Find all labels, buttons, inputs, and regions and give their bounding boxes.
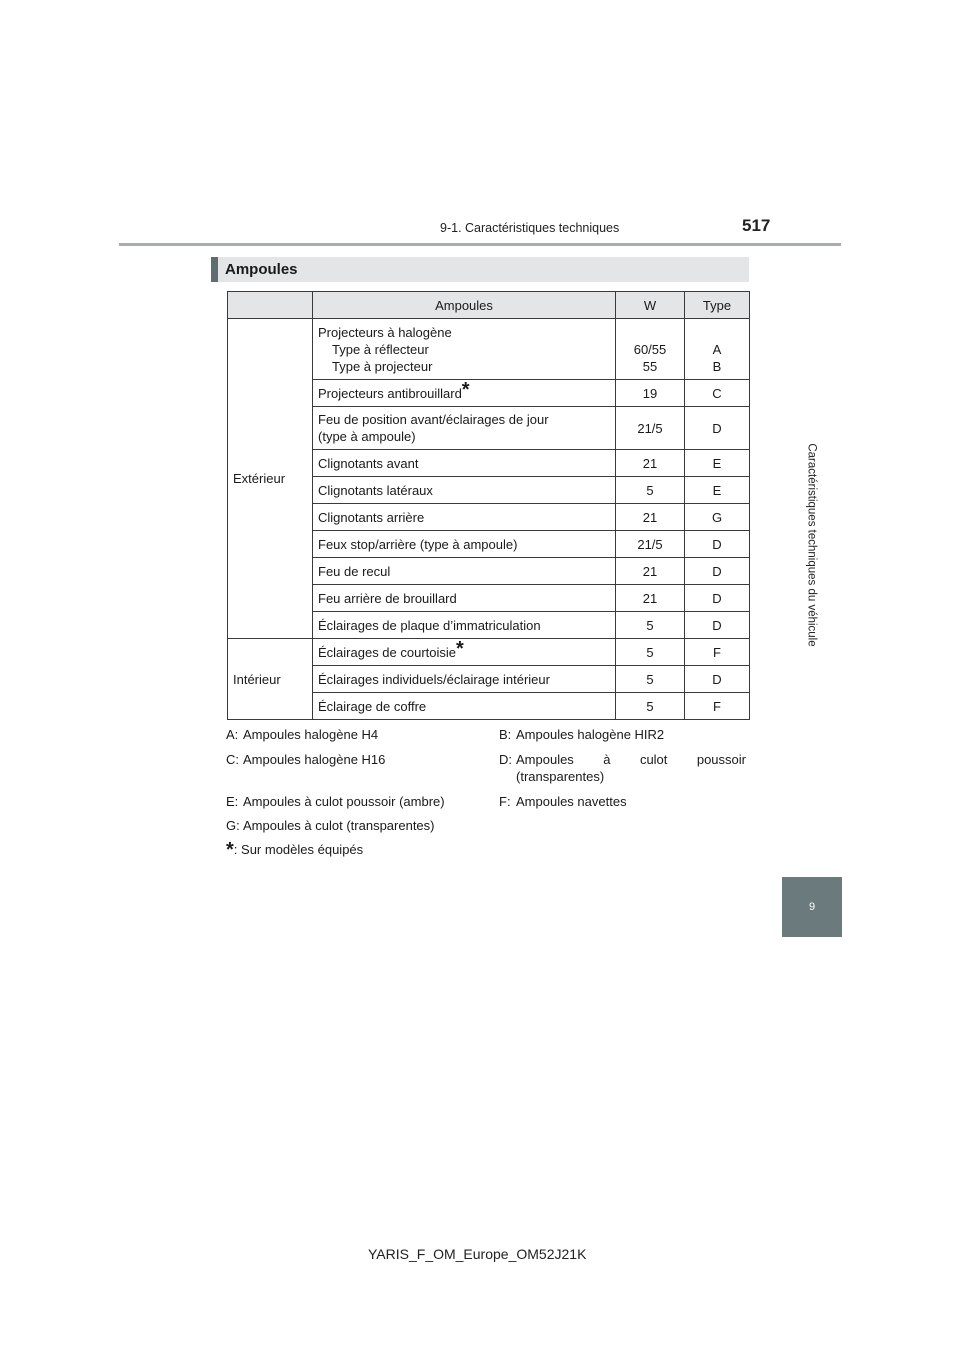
bulb-watts: 19: [616, 380, 685, 407]
footnote: [226, 839, 363, 862]
legend-item-d: [499, 751, 746, 785]
legend-item-c: [226, 751, 385, 768]
bulb-type: F: [685, 639, 750, 666]
bulb-name: Feux stop/arrière (type à ampoule): [313, 531, 616, 558]
type-value: A: [712, 341, 722, 357]
bulb-type: G: [685, 504, 750, 531]
bulb-name-line: Feu de position avant/éclairages de jour: [318, 412, 549, 427]
legend-text: Ampoules à culot (transparentes): [243, 818, 435, 833]
table-row: [228, 639, 750, 666]
footnote-text: : Sur modèles équipés: [233, 842, 364, 857]
section-marker: [211, 257, 218, 282]
bulb-watts: [616, 319, 685, 380]
legend-letter: F:: [499, 794, 511, 809]
section-title: Ampoules: [225, 261, 298, 278]
bulb-name-main: Projecteurs à halogène: [318, 324, 452, 340]
bulb-subtype: Type à projecteur: [332, 358, 433, 374]
table-row: [228, 319, 750, 380]
legend-item-b: [499, 726, 664, 743]
legend-text: Ampoules à culot poussoir (transparentes): [516, 752, 746, 784]
bulb-watts: 5: [616, 666, 685, 693]
header-section-title: 9-1. Caractéristiques techniques: [440, 221, 620, 235]
legend-letter: G:: [226, 818, 240, 833]
table-header-row: [228, 292, 750, 319]
legend-text: Ampoules navettes: [516, 794, 627, 809]
bulb-type: F: [685, 693, 750, 720]
bulb-type: D: [685, 585, 750, 612]
bulbs-table: [227, 291, 750, 720]
bulb-name: Éclairages de plaque d’immatriculation: [313, 612, 616, 639]
bulb-type: D: [685, 666, 750, 693]
bulb-watts: 21: [616, 585, 685, 612]
bulb-watts: 5: [616, 639, 685, 666]
bulb-watts: 21/5: [616, 531, 685, 558]
bulb-name: Clignotants arrière: [313, 504, 616, 531]
footnote-asterisk: *: [226, 839, 234, 861]
page-number: 517: [742, 216, 771, 235]
document-code: YARIS_F_OM_Europe_OM52J21K: [368, 1246, 587, 1262]
header-watts: W: [616, 292, 685, 319]
bulb-watts: 21: [616, 450, 685, 477]
bulb-name: [313, 639, 616, 666]
header-bulbs: Ampoules: [313, 292, 616, 319]
legend-letter: A:: [226, 727, 239, 742]
legend-text: Ampoules à culot poussoir (ambre): [243, 794, 445, 809]
bulb-type: D: [685, 531, 750, 558]
legend-item-f: [499, 793, 627, 810]
legend-letter: B:: [499, 727, 512, 742]
bulb-type: E: [685, 477, 750, 504]
bulb-watts: 21/5: [616, 407, 685, 450]
bulb-name-line: (type à ampoule): [318, 429, 416, 444]
watts-value: 55: [642, 358, 658, 374]
legend-text: Ampoules halogène HIR2: [516, 727, 665, 742]
header-divider: [119, 243, 841, 246]
legend-letter: D:: [499, 752, 512, 767]
chapter-number: 9: [808, 901, 816, 913]
watts-value: 60/55: [633, 341, 667, 357]
bulb-name: Feu arrière de brouillard: [313, 585, 616, 612]
legend-letter: E:: [226, 794, 239, 809]
bulb-name: Éclairage de coffre: [313, 693, 616, 720]
legend-text: Ampoules halogène H4: [243, 727, 379, 742]
bulb-name: Clignotants avant: [313, 450, 616, 477]
bulb-name: Clignotants latéraux: [313, 477, 616, 504]
bulb-watts: 5: [616, 477, 685, 504]
legend-item-g: [226, 817, 434, 834]
bulb-type: E: [685, 450, 750, 477]
legend-text: Ampoules halogène H16: [243, 752, 386, 767]
asterisk-mark: *: [461, 378, 470, 401]
type-value: B: [712, 358, 722, 374]
location-interior: Intérieur: [228, 639, 313, 720]
chapter-tab: [782, 877, 842, 937]
bulb-name: [313, 380, 616, 407]
bulb-type: [685, 319, 750, 380]
header-location: [228, 292, 313, 319]
bulb-type: D: [685, 612, 750, 639]
bulb-name: Feu de recul: [313, 558, 616, 585]
header-type: Type: [685, 292, 750, 319]
bulb-name: [313, 407, 616, 450]
location-exterior: Extérieur: [228, 319, 313, 639]
bulb-name-text: Éclairages de courtoisie: [318, 644, 457, 660]
bulb-watts: 21: [616, 504, 685, 531]
bulb-watts: 5: [616, 612, 685, 639]
bulb-name: Éclairages individuels/éclairage intérieur: [313, 666, 616, 693]
bulb-watts: 21: [616, 558, 685, 585]
legend-item-e: [226, 793, 445, 810]
bulb-type: C: [685, 380, 750, 407]
bulb-type: D: [685, 407, 750, 450]
bulb-type: D: [685, 558, 750, 585]
bulb-name-text: Projecteurs antibrouillard: [318, 385, 462, 401]
bulb-name: [313, 319, 616, 380]
legend-item-a: [226, 726, 378, 743]
asterisk-mark: *: [456, 637, 464, 660]
legend-letter: C:: [226, 752, 239, 767]
bulb-watts: 5: [616, 693, 685, 720]
section-heading: [211, 257, 749, 282]
chapter-title: Caractéristiques techniques du véhicule: [806, 443, 819, 647]
bulb-subtype: Type à réflecteur: [332, 341, 429, 357]
